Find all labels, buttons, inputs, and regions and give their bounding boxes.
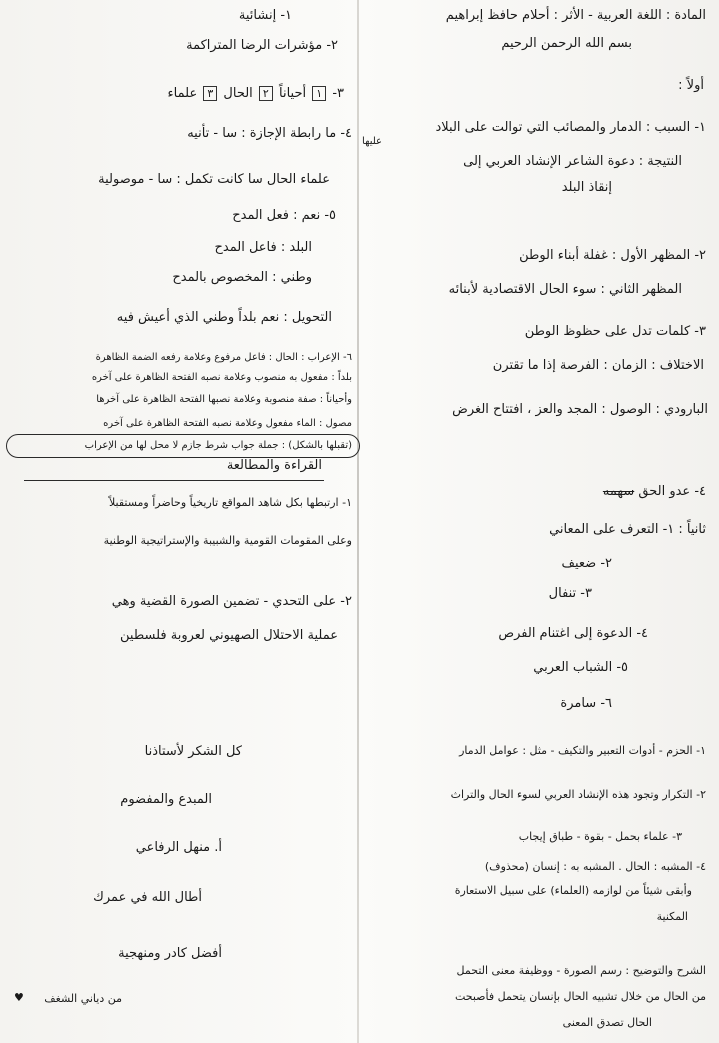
answer-three-word-one: أحياناً	[278, 86, 307, 101]
reading-answer-one-b: وعلى المقومات القومية والشبيبة والإستراتيجية الوطنية	[103, 534, 352, 547]
reading-answer-two-b: عملية الاحتلال الصهيوني لعروبة فلسطين	[120, 628, 338, 643]
answer-three-box-one: ١	[312, 86, 326, 101]
q3-line-three: البارودي : الوصول : المجد والعز ، افتتاح الغرض	[452, 402, 708, 417]
section-one-title: أولاً :	[678, 78, 704, 93]
q5-item-four-c: المكنية	[656, 910, 688, 923]
section-two-item-four: ٤- الدعوة إلى اغتنام الفرص	[498, 626, 648, 641]
answer-three-prefix: ٣-	[332, 86, 344, 101]
section-two-item-six: ٦- سامرة	[560, 696, 612, 711]
reading-answer-one: ١- ارتبطها بكل شاهد المواقع تاريخياً وحاضراً ومستقبلاً	[108, 496, 352, 509]
answer-five-b: البلد : فاعل المدح	[214, 240, 312, 255]
q2-aspect-one: ٢- المظهر الأول : غفلة أبناء الوطن	[519, 248, 706, 263]
answer-three-box-three: ٣	[203, 86, 217, 101]
section-two-item-five: ٥- الشباب العربي	[533, 660, 628, 675]
q5-explanation: الشرح والتوضيح : رسم الصورة - ووظيفة معنى التحمل	[456, 964, 706, 977]
q3-line-two: الاختلاف : الزمان : الفرصة إذا ما تقترن	[492, 358, 704, 373]
answer-six-c: وأحياناً : صفة منصوبة وعلامة نصبها الفتحة الظاهرة على آخرها	[96, 394, 352, 405]
section-two-item-one: ثانياً : ١- التعرف على المعاني	[549, 522, 706, 537]
thanks-line-two: المبدع والمفضوم	[120, 792, 212, 807]
thanks-line-four: أطال الله في عمرك	[93, 890, 202, 905]
answer-six-bracket	[6, 434, 360, 458]
footer-signature: من دياني الشغف	[44, 992, 122, 1005]
answer-six-d: مصول : الماء مفعول وعلامة نصبه الفتحة الظاهرة على آخره	[103, 418, 352, 429]
q1-result-cont: إنقاذ البلد	[561, 180, 612, 195]
subject-header: المادة : اللغة العربية - الأثر : أحلام حافظ إبراهيم	[445, 8, 706, 23]
reading-answer-two: ٢- على التحدي - تضمين الصورة القضية وهي	[111, 594, 352, 609]
reading-section-underline	[24, 480, 324, 481]
right-column	[362, 0, 712, 1043]
answer-six-b: بلداً : مفعول به منصوب وعلامة نصبه الفتحة الظاهرة على آخره	[91, 372, 352, 383]
q5-item-four-b: وأبقى شيئاً من لوازمه (العلماء) على سبيل الاستعارة	[454, 884, 692, 897]
q1-cause-note: عليها	[362, 136, 382, 147]
q5-explanation-c: الحال تصدق المعنى	[562, 1016, 652, 1029]
q5-item-one: ١- الحزم - أدوات التعبير والتكيف - مثل : عوامل الدمار	[459, 744, 706, 757]
answer-one: ١- إنشائية	[238, 8, 292, 23]
reading-section-title: القراءة والمطالعة	[226, 458, 322, 473]
page-fold	[357, 0, 359, 1043]
q5-item-three: ٣- علماء بحمل - بقوة - طباق إيجاب	[518, 830, 682, 843]
answer-three-box-two: ٢	[259, 86, 273, 101]
q3-title: ٣- كلمات تدل على حظوظ الوطن	[524, 324, 706, 339]
thanks-line-one: كل الشكر لأستاذنا	[144, 744, 242, 759]
section-two-item-two: ٢- ضعيف	[561, 556, 612, 571]
answer-four-b: علماء الحال سا كانت تكمل : سا - موصولية	[98, 172, 330, 187]
q4-label-text: ٤- عدو الحق	[638, 484, 706, 499]
q5-item-two: ٢- التكرار وتجود هذه الإنشاد العربي لسوء الحال والتراث	[450, 788, 706, 801]
basmala: بسم الله الرحمن الرحيم	[501, 36, 632, 51]
left-column	[4, 0, 352, 1043]
answer-four: ٤- ما رابطة الإجازة : سا - تأنيه	[187, 126, 352, 141]
answer-six: ٦- الإعراب : الحال : فاعل مرفوع وعلامة رفعه الضمة الظاهرة	[95, 352, 352, 363]
answer-three	[168, 86, 344, 102]
thanks-line-five: أفضل كادر ومنهجية	[118, 946, 222, 961]
q4-struck-word: سهمه	[602, 484, 635, 499]
q4-label	[603, 484, 706, 500]
q5-item-four: ٤- المشبه : الحال . المشبه به : إنسان (محذوف)	[484, 860, 706, 873]
answer-three-word-two: الحال	[223, 86, 253, 101]
answer-three-word-three: علماء	[167, 86, 198, 101]
answer-five-c: وطني : المخصوص بالمدح	[172, 270, 312, 285]
section-two-item-three: ٣- تنفال	[548, 586, 592, 601]
heart-icon: ♥	[14, 991, 24, 1004]
answer-six-e: (تقبلها بالشكل) : جملة جواب شرط جازم لا محل لها من الإعراب	[84, 440, 352, 451]
answer-five-d: التحويل : نعم بلداً وطني الذي أعيش فيه	[116, 310, 332, 325]
answer-five: ٥- نعم : فعل المدح	[232, 208, 336, 223]
q2-aspect-two: المظهر الثاني : سوء الحال الاقتصادية لأبنائه	[448, 282, 682, 297]
answer-two: ٢- مؤشرات الرضا المتراكمة	[186, 38, 338, 53]
thanks-line-three: أ. منهل الرفاعي	[135, 840, 222, 855]
q1-result: النتيجة : دعوة الشاعر الإنشاد العربي إلى	[463, 154, 682, 169]
q5-explanation-b: من الحال من خلال تشبيه الحال بإنسان يتحمل فأصبحت	[454, 990, 706, 1003]
q1-cause: ١- السبب : الدمار والمصائب التي توالت على البلاد	[435, 120, 706, 135]
